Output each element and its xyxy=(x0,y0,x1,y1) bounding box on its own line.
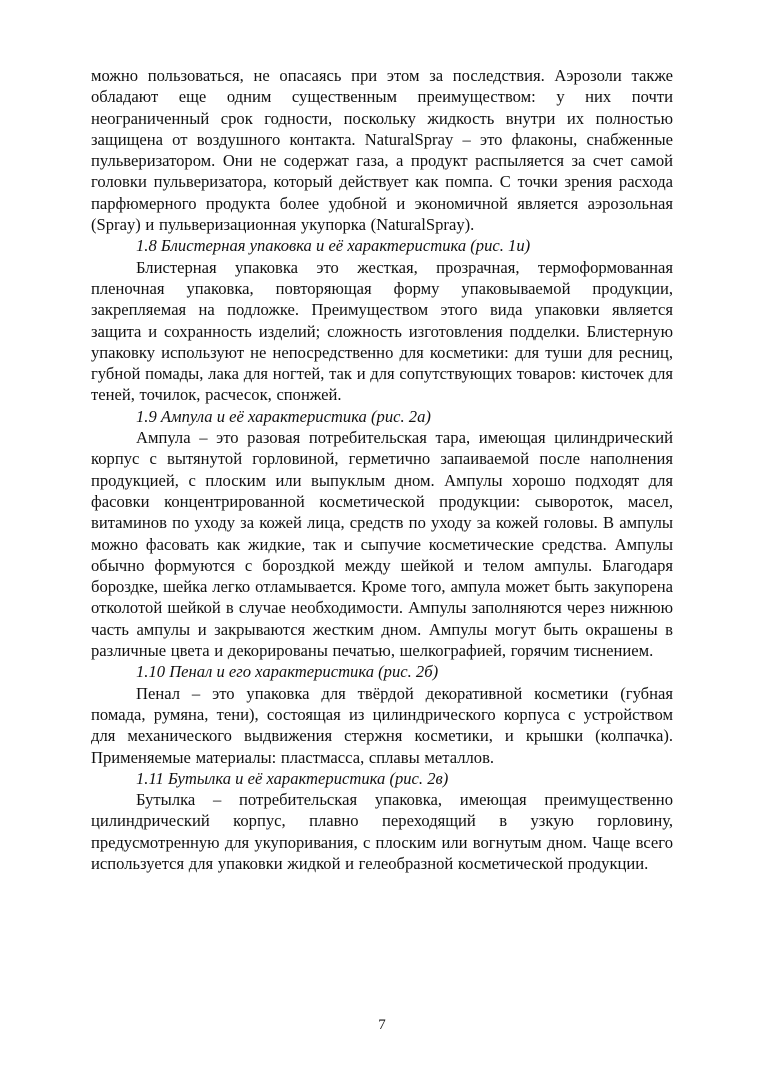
section-text-case: Пенал – это упаковка для твёрдой декоративной косметики (губная помада, румяна, тени), состоящая из цилиндрического корпуса с устройством для механического выдвижения стержня косметики, и крышки (колпачка). Применяемые материалы: пластмасса, сплавы металлов. xyxy=(91,683,673,767)
section-text-blister: Блистерная упаковка это жесткая, прозрачная, термоформованная пленочная упаковка, повторяющая форму упаковываемой продукции, закрепляемая на подложке. Преимуществом этого вида упаковки является защита и сохранность изделий; сложность изготовления подделки. Блистерную упаковку используют не непосредственно для косметики: для туши для ресниц, губной помады, лака для ногтей, так и для сопутствующих товаров: кисточек для теней, точилок, расчесок, спонжей. xyxy=(91,257,673,405)
page-body xyxy=(91,65,673,874)
intro-paragraph: можно пользоваться, не опасаясь при этом за последствия. Аэрозоли также обладают еще одним существенным преимуществом: у них почти неограниченный срок годности, поскольку жидкость внутри их полностью защищена от воздушного контакта. NaturalSpray – это флаконы, снабженные пульверизатором. Они не содержат газа, а продукт распыляется за счет самой головки пульверизатора, который действует как помпа. С точки зрения расхода парфюмерного продукта более удобной и экономичной является аэрозольная (Spray) и пульверизационная укупорка (NaturalSpray). xyxy=(91,66,673,235)
section-heading-case: 1.10 Пенал и его характеристика (рис. 2б) xyxy=(136,662,439,682)
section-heading-ampoule: 1.9 Ампула и её характеристика (рис. 2а) xyxy=(136,406,431,426)
section-text-bottle: Бутылка – потребительская упаковка, имеющая преимущественно цилиндрический корпус, плавно переходящий в узкую горловину, предусмотренную для укупоривания, с плоским или вогнутым дном. Чаще всего используется для упаковки жидкой и гелеобразной косметической продукции. xyxy=(91,790,673,873)
page-number: 7 xyxy=(378,1017,386,1033)
section-heading-bottle: 1.11 Бутылка и её характеристика (рис. 2в) xyxy=(136,768,449,788)
section-heading-blister: 1.8 Блистерная упаковка и её характеристика (рис. 1и) xyxy=(136,236,531,256)
section-text-ampoule: Ампула – это разовая потребительская тара, имеющая цилиндрический корпус с вытянутой горловиной, герметично запаиваемой после наполнения продукцией, с плоским или выпуклым дном. Ампулы хорошо подходят для фасовки концентрированной косметической продукции: сывороток, масел, витаминов по уходу за кожей лица, средств по уходу за кожей головы. В ампулы можно фасовать как жидкие, так и сыпучие косметические средства. Ампулы обычно формуются с бороздкой между шейкой и телом ампулы. Благодаря бороздке, шейка легко отламывается. Кроме того, ампула может быть закупорена отколотой шейкой в случае необходимости. Ампулы заполняются через нижнюю часть ампулы и закрываются жестким дном. Ампулы могут быть окрашены в различные цвета и декорированы печатью, шелкографией, горячим тиснением. xyxy=(91,428,673,661)
